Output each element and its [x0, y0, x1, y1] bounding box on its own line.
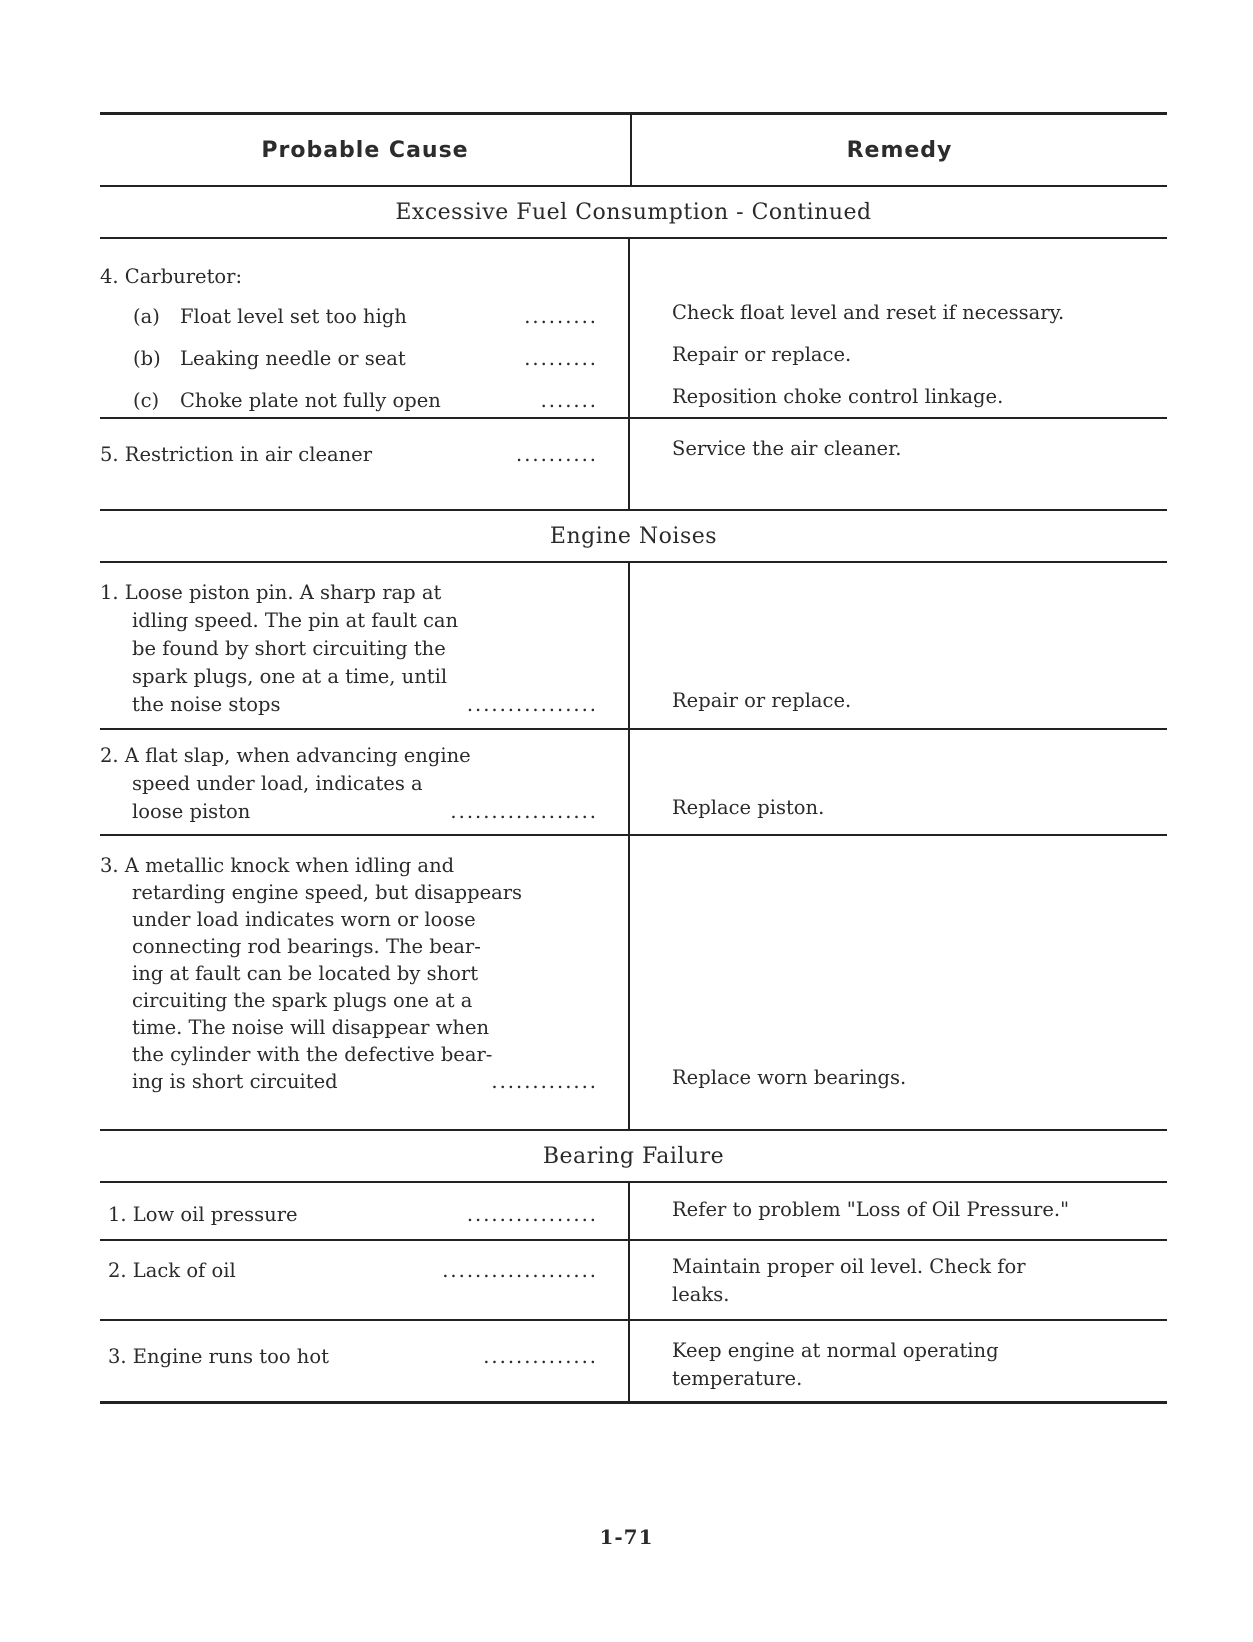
remedy-text: Refer to problem "Loss of Oil Pressure." [672, 1198, 1070, 1221]
table-row [100, 239, 1167, 417]
dot-leader: ................... [442, 1259, 598, 1282]
cause-line: loose piston [132, 800, 251, 823]
cause-line: ing at fault can be located by short [132, 962, 479, 985]
cause-cell [100, 1321, 630, 1401]
remedy-cell [630, 1321, 1167, 1401]
cause-cell [100, 1183, 630, 1239]
remedy-text: Service the air cleaner. [672, 437, 902, 460]
cause-cell [100, 730, 630, 834]
dot-leader: ......... [524, 305, 598, 328]
remedy-text: Check float level and reset if necessary. [672, 301, 1065, 324]
cause-line: 2. A flat slap, when advancing engine [100, 744, 471, 767]
cause-line: under load indicates worn or loose [132, 908, 476, 931]
remedy-line: Maintain proper oil level. Check for [672, 1255, 1026, 1278]
section-title-bearing-failure: Bearing Failure [542, 1143, 725, 1169]
remedy-text: Reposition choke control linkage. [672, 385, 1004, 408]
cause-line: speed under load, indicates a [132, 772, 423, 795]
remedy-cell [630, 1241, 1167, 1319]
cause-line: retarding engine speed, but disappears [132, 881, 523, 904]
dot-leader: ................ [466, 693, 598, 716]
cause-text: 2. Lack of oil [108, 1259, 236, 1282]
cause-line: connecting rod bearings. The bear- [132, 935, 481, 958]
remedy-text: Repair or replace. [672, 689, 852, 712]
sub-label: (a) [133, 305, 160, 328]
cause-cell [100, 563, 630, 728]
cause-text: Leaking needle or seat [180, 347, 406, 370]
cause-title: 4. Carburetor: [100, 265, 243, 288]
remedy-line: Keep engine at normal operating [672, 1339, 999, 1362]
cause-text: 1. Low oil pressure [108, 1203, 298, 1226]
dot-leader: ....... [540, 389, 598, 412]
cause-line: idling speed. The pin at fault can [132, 609, 459, 632]
remedy-cell [630, 419, 1167, 509]
cause-cell [100, 1241, 630, 1319]
remedy-text: Repair or replace. [672, 343, 852, 366]
cause-line: 3. A metallic knock when idling and [100, 854, 455, 877]
cause-cell [100, 239, 630, 417]
header-remedy: Remedy [846, 137, 953, 163]
section-title-engine-noises: Engine Noises [549, 523, 718, 549]
bottom-rule [100, 1401, 1167, 1404]
header-probable-cause: Probable Cause [100, 115, 632, 185]
cause-text: 5. Restriction in air cleaner [100, 443, 373, 466]
table-row [100, 1241, 1167, 1319]
sub-label: (c) [133, 389, 160, 412]
cause-line: ing is short circuited [132, 1070, 338, 1093]
sub-label: (b) [133, 347, 161, 370]
remedy-cell [630, 563, 1167, 728]
table-row [100, 836, 1167, 1129]
dot-leader: ............. [491, 1070, 598, 1093]
table-row [100, 1183, 1167, 1239]
cause-text: Choke plate not fully open [180, 389, 441, 412]
remedy-text: Replace piston. [672, 796, 825, 819]
table-row [100, 563, 1167, 728]
cause-text: Float level set too high [180, 305, 407, 328]
cause-line: be found by short circuiting the [132, 637, 446, 660]
dot-leader: .............. [483, 1345, 598, 1368]
remedy-cell [630, 239, 1167, 417]
cause-line: the cylinder with the defective bear- [132, 1043, 493, 1066]
troubleshooting-table [100, 112, 1167, 1404]
cause-cell [100, 836, 630, 1129]
cause-line: spark plugs, one at a time, until [132, 665, 448, 688]
dot-leader: .................. [450, 800, 598, 823]
cause-line: the noise stops [132, 693, 281, 716]
cause-line: time. The noise will disappear when [132, 1016, 490, 1039]
section-title-fuel: Excessive Fuel Consumption - Continued [395, 199, 872, 225]
cause-line: circuiting the spark plugs one at a [132, 989, 473, 1012]
remedy-line: temperature. [672, 1367, 803, 1390]
dot-leader: .......... [516, 443, 598, 466]
remedy-cell [630, 1183, 1167, 1239]
table-header [100, 115, 1167, 185]
remedy-text: Replace worn bearings. [672, 1066, 907, 1089]
cause-line: 1. Loose piston pin. A sharp rap at [100, 581, 442, 604]
remedy-cell [630, 730, 1167, 834]
remedy-line: leaks. [672, 1283, 730, 1306]
cause-cell [100, 419, 630, 509]
table-row [100, 419, 1167, 509]
remedy-cell [630, 836, 1167, 1129]
table-row [100, 1321, 1167, 1401]
cause-text: 3. Engine runs too hot [108, 1345, 329, 1368]
page-number: 1-71 [599, 1525, 654, 1549]
table-row [100, 730, 1167, 834]
dot-leader: ................ [466, 1203, 598, 1226]
dot-leader: ......... [524, 347, 598, 370]
